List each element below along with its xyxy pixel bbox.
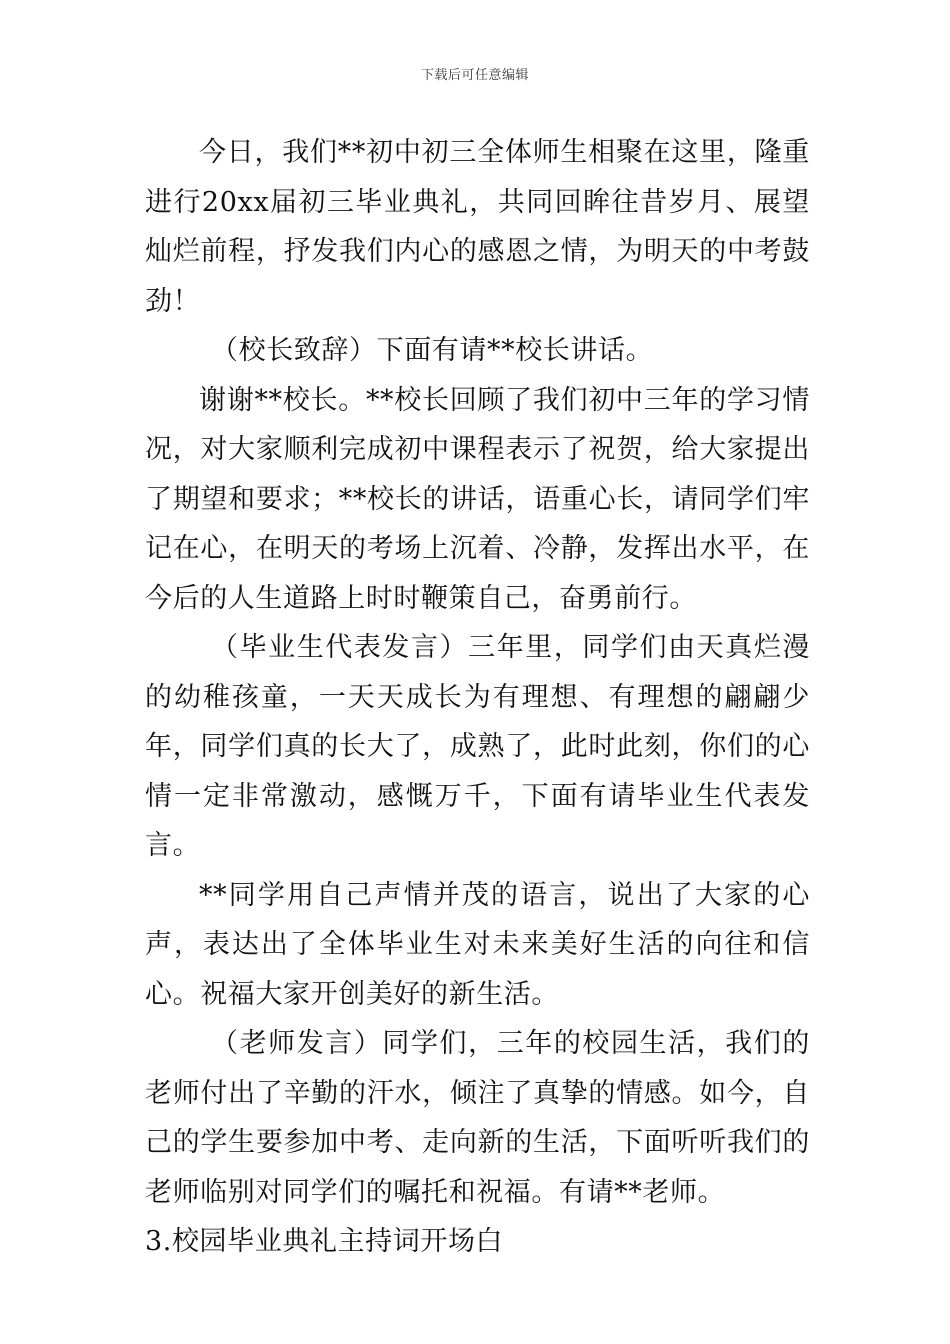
paragraph-thanks-principal: 谢谢**校长。**校长回顾了我们初中三年的学习情况，对大家顺利完成初中课程表示了祝贺，给大家提出了期望和要求；**校长的讲话，语重心长，请同学们牢记在心，在明天的考场上沉着、冷静，发挥出水平，在今后的人生道路上时时鞭策自己，奋勇前行。: [145, 384, 810, 614]
section-heading: 3.校园毕业典礼主持词开场白: [145, 1226, 504, 1257]
paragraph-graduate-representative: （毕业生代表发言）三年里，同学们由天真烂漫的幼稚孩童，一天天成长为有理想、有理想的翩翩少年，同学们真的长大了，成熟了，此时此刻，你们的心情一定非常激动，感慨万千，下面有请毕业生代表发言。: [145, 632, 810, 861]
page-header-note: 下载后可任意编辑: [420, 68, 529, 83]
paragraph-principal-speech: （校长致辞）下面有请**校长讲话。: [211, 335, 654, 366]
paragraph-opening: 今日，我们**初中初三全体师生相聚在这里，隆重进行20xx届初三毕业典礼，共同回眸往昔岁月、展望灿烂前程，抒发我们内心的感恩之情，为明天的中考鼓劲！: [145, 137, 810, 317]
paragraph-teacher-speech: （老师发言）同学们，三年的校园生活，我们的老师付出了辛勤的汗水，倾注了真挚的情感。如今，自己的学生要参加中考、走向新的生活，下面听听我们的老师临别对同学们的嘱托和祝福。有请**老师。: [145, 1028, 810, 1208]
document-body: [145, 128, 810, 1267]
paragraph-student-summary: **同学用自己声情并茂的语言，说出了大家的心声，表达出了全体毕业生对未来美好生活的向往和信心。祝福大家开创美好的新生活。: [145, 879, 810, 1010]
